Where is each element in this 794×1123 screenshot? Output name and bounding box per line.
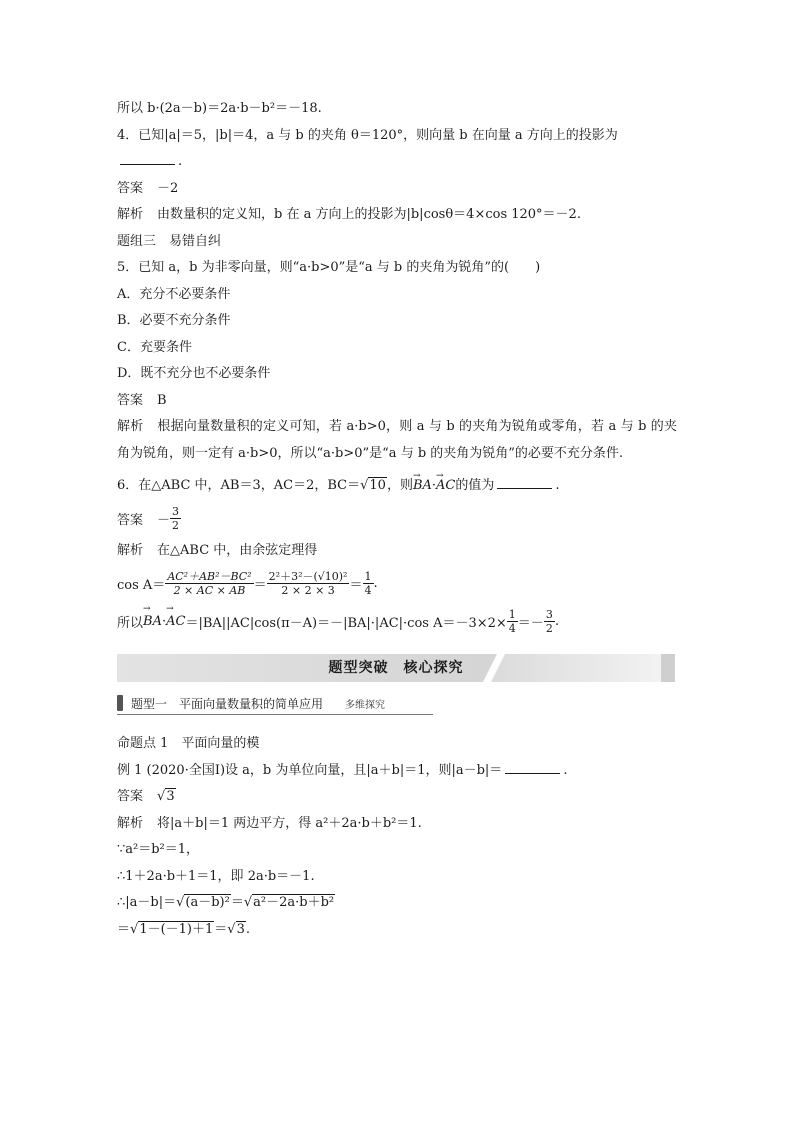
document-page (117, 96, 677, 943)
analysis-label: 解析 (117, 542, 144, 558)
fraction: $\frac{3}{2}$ (545, 607, 553, 635)
section-heading (117, 692, 433, 715)
answer-label: 答案 (117, 789, 144, 804)
answer-value: 3 (166, 789, 175, 804)
bookmark-icon (117, 695, 123, 711)
fraction: $\frac{1}{4}$ (364, 569, 372, 597)
question-4: 4．已知|a|＝5，|b|＝4，a 与 b 的夹角 θ＝120°，则向量 b 在向量 a 方向上的投影为 (117, 127, 618, 143)
analysis-line (117, 202, 677, 229)
answer-value: －2 (157, 180, 179, 196)
subtopic-title: 命题点 1 平面向量的模 (117, 736, 260, 751)
step-line: ∴|a－b|＝√(a－b)²＝√a²－2a·b＋b² (117, 895, 335, 910)
vector-ac: → AC (436, 473, 455, 500)
analysis-text: 在△ABC 中，由余弦定理得 (157, 542, 318, 558)
analysis-label: 解析 (117, 207, 144, 222)
answer-line: 答案 － $\frac{3}{2}$ (117, 505, 180, 532)
question-6: 6．在△ABC 中，AB＝3，AC＝2，BC＝√10，则→ BA·→ AC的值为 . (117, 473, 677, 500)
final-result: 所以 → BA · → AC ＝|BA||AC|cos(π－A)＝－|BA|·|AC|·cos A＝－3×2× $\frac{1}{4}$ ＝－ $\frac{3}{2}$ . (117, 602, 677, 640)
vector-ba: → BA (143, 614, 162, 629)
section-banner (117, 654, 675, 682)
section-tag: 多维探究 (345, 699, 386, 711)
answer-label: 答案 (117, 513, 144, 528)
analysis-paragraph (117, 414, 677, 467)
option-d: D．既不充分也不必要条件 (117, 366, 271, 381)
fraction: $\frac{3}{2}$ (172, 505, 180, 532)
group-heading: 题组三 易错自纠 (117, 233, 222, 249)
analysis-text: 由数量积的定义知，b 在 a 方向上的投影为|b|cosθ＝4×cos 120°＝－2. (157, 207, 581, 222)
answer-line (117, 388, 677, 415)
cosine-formula: cos A＝ $\frac{\text{AC²＋AB²－BC²}}{2 \times AC \times AB}$ ＝ $\frac{\text{2²＋3²－(√10)²}}{2 \times 2 \times 3}$ ＝ $\frac{1}{4}$ . (117, 569, 378, 597)
step-line: ∴1＋2a·b＋1＝1，即 2a·b＝－1. (117, 868, 315, 884)
fraction: $\frac{1}{4}$ (508, 607, 516, 635)
banner-title: 题型突破 核心探究 (328, 660, 464, 676)
fraction: $\frac{\text{2²＋3²－(√10)²}}{2 \times 2 \times 3}$ (268, 569, 348, 597)
analysis-line (117, 811, 677, 838)
analysis-text: 根据向量数量积的定义可知，若 a·b>0，则 a 与 b 的夹角为锐角或零角，若 a 与 b 的夹角为锐角，则一定有 a·b>0，所以“a·b>0”是“a 与 b 的夹角为锐角”的必要不充分条件. (117, 419, 677, 461)
question-5: 5．已知 a，b 为非零向量，则“a·b>0”是“a 与 b 的夹角为锐角”的( ) (117, 260, 541, 275)
banner-decoration (483, 654, 661, 682)
option-a: A．充分不必要条件 (117, 286, 231, 302)
analysis-line (117, 538, 677, 565)
answer-line (117, 176, 677, 203)
step-line: ＝√1－(－1)＋1＝√3. (117, 921, 251, 937)
step-line: ∵a²＝b²＝1， (117, 842, 200, 857)
answer-blank (505, 759, 560, 774)
question-4-blank-line: . (117, 149, 677, 176)
option-c: C．充要条件 (117, 339, 192, 355)
answer-value: B (157, 392, 167, 408)
answer-label: 答案 (117, 180, 144, 196)
vector-ba: → BA (413, 473, 432, 500)
answer-line: 答案 √3 (117, 789, 175, 804)
analysis-label: 解析 (117, 815, 144, 831)
analysis-label: 解析 (117, 419, 144, 434)
answer-blank (497, 474, 552, 489)
section-title: 题型一 平面向量数量积的简单应用 (131, 696, 324, 711)
option-b: B．必要不充分条件 (117, 313, 231, 328)
answer-label: 答案 (117, 392, 144, 408)
analysis-text: 将|a＋b|＝1 两边平方，得 a²＋2a·b＋b²＝1. (157, 815, 422, 831)
vector-ac: → AC (166, 614, 185, 629)
text-line: 所以 b·(2a－b)＝2a·b－b²＝－18. (117, 101, 322, 116)
answer-blank (120, 150, 175, 165)
fraction: $\frac{\text{AC²＋AB²－BC²}}{2 \times AC \times AB}$ (167, 569, 252, 597)
example-1: 例 1 (2020·全国Ⅰ)设 a，b 为单位向量，且|a＋b|＝1，则|a－b|＝ . (117, 758, 677, 785)
